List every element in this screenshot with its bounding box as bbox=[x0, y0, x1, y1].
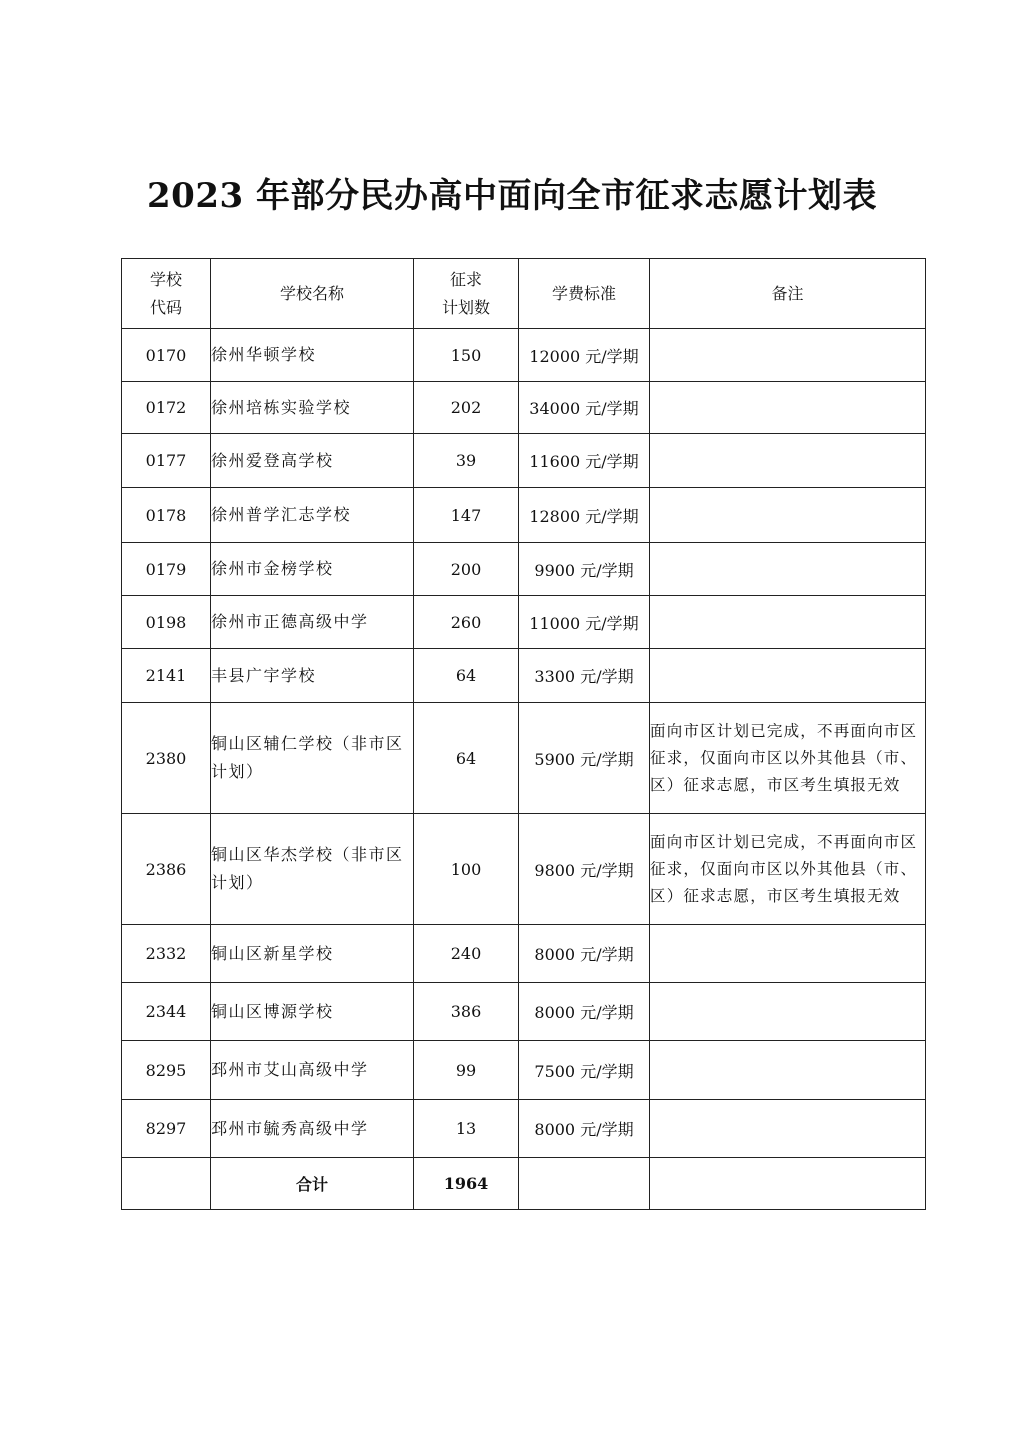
table-row bbox=[122, 596, 926, 649]
remark bbox=[650, 1100, 926, 1158]
plan-count: 100 bbox=[414, 814, 519, 925]
header-row bbox=[122, 259, 926, 329]
tuition-fee: 8000 元/学期 bbox=[519, 925, 650, 983]
school-code: 8295 bbox=[122, 1041, 211, 1100]
school-name: 铜山区新星学校 bbox=[211, 925, 414, 983]
plan-count: 202 bbox=[414, 382, 519, 434]
remark bbox=[650, 596, 926, 649]
tuition-fee: 12800 元/学期 bbox=[519, 488, 650, 543]
table-row bbox=[122, 382, 926, 434]
tuition-fee: 7500 元/学期 bbox=[519, 1041, 650, 1100]
header-name: 学校名称 bbox=[211, 259, 414, 329]
school-name: 丰县广宇学校 bbox=[211, 649, 414, 703]
school-code: 8297 bbox=[122, 1100, 211, 1158]
remark bbox=[650, 983, 926, 1041]
table-row bbox=[122, 649, 926, 703]
table-row bbox=[122, 543, 926, 596]
remark bbox=[650, 434, 926, 488]
total-label: 合计 bbox=[211, 1158, 414, 1210]
total-row bbox=[122, 1158, 926, 1210]
school-name: 铜山区华杰学校（非市区计划） bbox=[211, 814, 414, 925]
document-title: 2023 年部分民办高中面向全市征求志愿计划表 bbox=[147, 176, 877, 216]
school-name: 邳州市毓秀高级中学 bbox=[211, 1100, 414, 1158]
plan-count: 64 bbox=[414, 649, 519, 703]
tuition-fee: 8000 元/学期 bbox=[519, 1100, 650, 1158]
school-code: 2141 bbox=[122, 649, 211, 703]
plan-count: 260 bbox=[414, 596, 519, 649]
remark bbox=[650, 488, 926, 543]
school-name: 徐州普学汇志学校 bbox=[211, 488, 414, 543]
school-code: 0179 bbox=[122, 543, 211, 596]
plan-count: 39 bbox=[414, 434, 519, 488]
school-code: 0178 bbox=[122, 488, 211, 543]
header-fee: 学费标准 bbox=[519, 259, 650, 329]
remark bbox=[650, 329, 926, 382]
tuition-fee: 34000 元/学期 bbox=[519, 382, 650, 434]
tuition-fee: 12000 元/学期 bbox=[519, 329, 650, 382]
table-row bbox=[122, 434, 926, 488]
remark bbox=[650, 543, 926, 596]
plan-count: 64 bbox=[414, 703, 519, 814]
header-note: 备注 bbox=[650, 259, 926, 329]
school-name: 徐州市金榜学校 bbox=[211, 543, 414, 596]
total-code-cell bbox=[122, 1158, 211, 1210]
total-plan-count: 1964 bbox=[414, 1158, 519, 1210]
table-row bbox=[122, 1041, 926, 1100]
tuition-fee: 3300 元/学期 bbox=[519, 649, 650, 703]
tuition-fee: 5900 元/学期 bbox=[519, 703, 650, 814]
plan-count: 147 bbox=[414, 488, 519, 543]
school-code: 0170 bbox=[122, 329, 211, 382]
table-row bbox=[122, 329, 926, 382]
total-note-cell bbox=[650, 1158, 926, 1210]
school-name: 徐州市正德高级中学 bbox=[211, 596, 414, 649]
remark bbox=[650, 925, 926, 983]
school-code: 2386 bbox=[122, 814, 211, 925]
plan-count: 13 bbox=[414, 1100, 519, 1158]
plan-count: 99 bbox=[414, 1041, 519, 1100]
school-code: 2344 bbox=[122, 983, 211, 1041]
tuition-fee: 9900 元/学期 bbox=[519, 543, 650, 596]
total-fee-cell bbox=[519, 1158, 650, 1210]
remark bbox=[650, 649, 926, 703]
remark bbox=[650, 1041, 926, 1100]
header-code bbox=[122, 259, 211, 329]
tuition-fee: 11000 元/学期 bbox=[519, 596, 650, 649]
table-row bbox=[122, 814, 926, 925]
school-name: 铜山区博源学校 bbox=[211, 983, 414, 1041]
header-plan-line1: 征求 bbox=[449, 269, 482, 289]
remark bbox=[650, 382, 926, 434]
table-row bbox=[122, 925, 926, 983]
remark: 面向市区计划已完成，不再面向市区征求，仅面向市区以外其他县（市、区）征求志愿，市区考生填报无效 bbox=[650, 703, 926, 814]
header-code-line1: 学校 bbox=[149, 269, 182, 289]
table-row bbox=[122, 703, 926, 814]
tuition-fee: 8000 元/学期 bbox=[519, 983, 650, 1041]
school-name: 邳州市艾山高级中学 bbox=[211, 1041, 414, 1100]
plan-count: 240 bbox=[414, 925, 519, 983]
table-row bbox=[122, 983, 926, 1041]
school-name: 徐州爱登高学校 bbox=[211, 434, 414, 488]
header-plan bbox=[414, 259, 519, 329]
header-code-line2: 代码 bbox=[149, 297, 182, 317]
plan-table bbox=[121, 258, 926, 1210]
plan-count: 386 bbox=[414, 983, 519, 1041]
tuition-fee: 9800 元/学期 bbox=[519, 814, 650, 925]
tuition-fee: 11600 元/学期 bbox=[519, 434, 650, 488]
plan-count: 150 bbox=[414, 329, 519, 382]
school-code: 0177 bbox=[122, 434, 211, 488]
school-code: 2380 bbox=[122, 703, 211, 814]
table-row bbox=[122, 488, 926, 543]
school-code: 0198 bbox=[122, 596, 211, 649]
remark: 面向市区计划已完成，不再面向市区征求，仅面向市区以外其他县（市、区）征求志愿，市区考生填报无效 bbox=[650, 814, 926, 925]
header-plan-line2: 计划数 bbox=[441, 297, 490, 317]
school-name: 铜山区辅仁学校（非市区计划） bbox=[211, 703, 414, 814]
plan-count: 200 bbox=[414, 543, 519, 596]
school-code: 2332 bbox=[122, 925, 211, 983]
table-row bbox=[122, 1100, 926, 1158]
school-name: 徐州培栋实验学校 bbox=[211, 382, 414, 434]
school-code: 0172 bbox=[122, 382, 211, 434]
school-name: 徐州华顿学校 bbox=[211, 329, 414, 382]
